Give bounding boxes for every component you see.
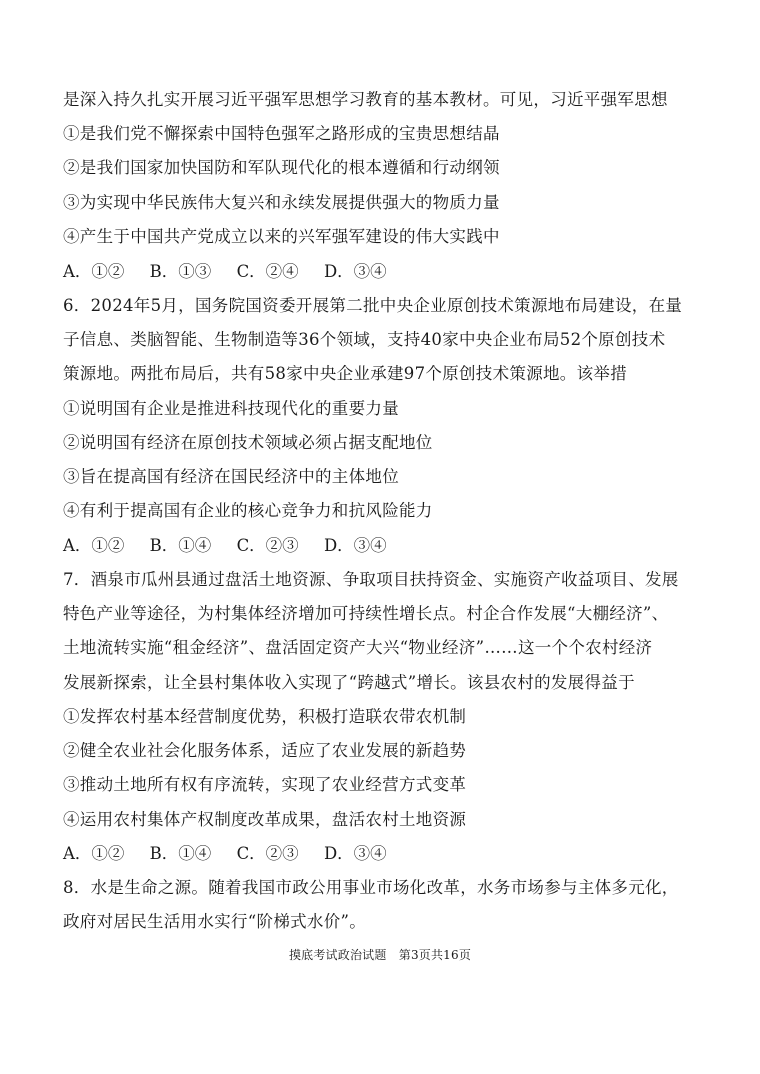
q5-choice-d: D．③④	[323, 262, 387, 281]
q5-choice-a: A．①②	[63, 262, 125, 281]
q6-option-1: ①说明国有企业是推进科技现代化的重要力量	[63, 399, 399, 418]
page-footer: 摸底考试政治试题 第3页共16页	[288, 948, 472, 962]
q7-stem-line-4: 发展新探索，让全县村集体收入实现了“跨越式”增长。该县农村的发展得益于	[63, 673, 635, 692]
q5-intro-tail: 是深入持久扎实开展习近平强军思想学习教育的基本教材。可见，习近平强军思想	[63, 90, 668, 109]
q7-choices	[63, 844, 407, 864]
q6-stem-line-1: 6．2024年5月，国务院国资委开展第二批中央企业原创技术策源地布局建设，在量	[63, 296, 683, 315]
q7-option-3: ③推动土地所有权有序流转，实现了农业经营方式变革	[63, 775, 467, 794]
q7-option-1: ①发挥农村基本经营制度优势，积极打造联农带农机制	[63, 707, 467, 726]
q6-stem-line-3: 策源地。两批布局后，共有58家中央企业承建97个原创技术策源地。该举措	[63, 364, 627, 383]
q7-choice-b: B．①④	[149, 844, 212, 863]
q5-choice-c: C．②④	[236, 262, 299, 281]
q6-choice-a: A．①②	[63, 536, 125, 555]
q5-option-2: ②是我们国家加快国防和军队现代化的根本遵循和行动纲领	[63, 158, 500, 177]
q5-option-1: ①是我们党不懈探索中国特色强军之路形成的宝贵思想结晶	[63, 124, 500, 143]
q5-option-3: ③为实现中华民族伟大复兴和永续发展提供强大的物质力量	[63, 193, 500, 212]
q5-option-4: ④产生于中国共产党成立以来的兴军强军建设的伟大实践中	[63, 227, 500, 246]
q6-choices	[63, 536, 407, 556]
q6-option-2: ②说明国有经济在原创技术领域必须占据支配地位	[63, 433, 433, 452]
q7-option-2: ②健全农业社会化服务体系，适应了农业发展的新趋势	[63, 741, 467, 760]
q6-stem-line-2: 子信息、类脑智能、生物制造等36个领域，支持40家中央企业布局52个原创技术	[63, 330, 666, 349]
q6-option-4: ④有利于提高国有企业的核心竞争力和抗风险能力	[63, 501, 433, 520]
q8-stem-line-1: 8．水是生命之源。随着我国市政公用事业市场化改革，水务市场参与主体多元化，	[63, 878, 679, 897]
q7-choice-c: C．②③	[236, 844, 299, 863]
q7-stem-line-3: 土地流转实施“租金经济”、盘活固定资产大兴“物业经济”……这一个个农村经济	[63, 638, 653, 657]
q7-stem-line-2: 特色产业等途径，为村集体经济增加可持续性增长点。村企合作发展“大棚经济”、	[63, 604, 669, 623]
q7-option-4: ④运用农村集体产权制度改革成果，盘活农村土地资源	[63, 810, 467, 829]
q6-choice-d: D．③④	[323, 536, 387, 555]
q5-choice-b: B．①③	[149, 262, 212, 281]
q8-stem-line-2: 政府对居民生活用水实行“阶梯式水价”。	[63, 912, 367, 931]
q6-choice-c: C．②③	[236, 536, 299, 555]
q6-choice-b: B．①④	[149, 536, 212, 555]
q7-choice-a: A．①②	[63, 844, 125, 863]
q5-choices	[63, 262, 407, 282]
q7-stem-line-1: 7．酒泉市瓜州县通过盘活土地资源、争取项目扶持资金、实施资产收益项目、发展	[63, 570, 679, 589]
q6-option-3: ③旨在提高国有经济在国民经济中的主体地位	[63, 467, 399, 486]
q7-choice-d: D．③④	[323, 844, 387, 863]
